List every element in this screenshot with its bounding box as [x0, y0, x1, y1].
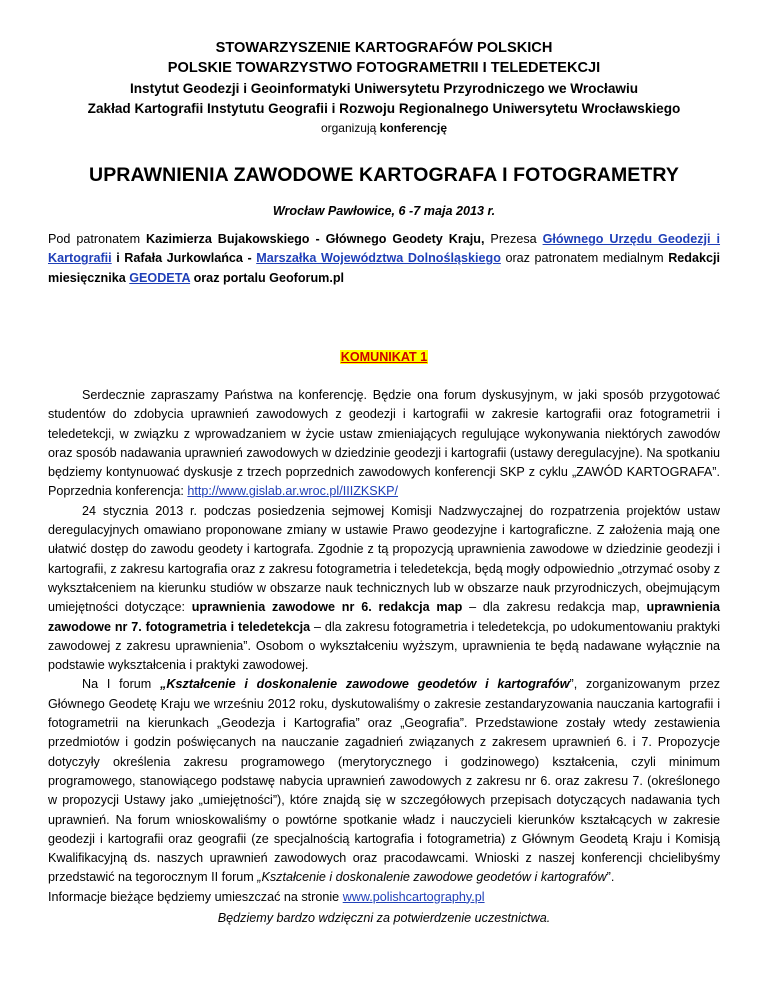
paragraph-4-text: Informacje bieżące będziemy umieszczać na stronie: [48, 889, 343, 904]
paragraph-2: [48, 502, 720, 676]
patronage-bold-2: i Rafała Jurkowlańca -: [111, 251, 257, 266]
patronage-bold-1: Kazimierza Bujakowskiego - Głównego Geodety Kraju,: [146, 232, 485, 246]
paragraph-2-text-2: – dla zakresu redakcja map,: [462, 600, 647, 615]
closing-line: Będziemy bardzo wdzięczni za potwierdzenie uczestnictwa.: [217, 911, 551, 926]
paragraph-2-text-3: – dla zakresu fotogrametria i teledetekcja, po udokumentowaniu praktyki zawodowej z zakresu uprawnienia”. Osobom o wykształceniu wyższym, uprawnienia te będą nadawane wyłącznie na podstawie wykształcenia i praktyki zawodowej.: [48, 619, 720, 673]
patronage-text-3: oraz patronatem medialnym: [500, 251, 669, 266]
paragraph-2-bold-2: uprawnienia zawodowe nr 7. fotogrametria i teledetekcja: [48, 600, 720, 634]
organize-prefix: organizują: [320, 121, 380, 135]
organize-bold: konferencję: [379, 121, 448, 135]
paragraph-4: [48, 888, 720, 907]
date-place: Wrocław Pawłowice, 6 -7 maja 2013 r.: [272, 204, 496, 218]
paragraph-2-bold-1: uprawnienia zawodowe nr 6. redakcja map: [191, 600, 463, 615]
paragraph-1: [48, 386, 720, 502]
paragraph-3: [48, 675, 720, 887]
link-polishcartography[interactable]: www.polishcartography.pl: [342, 889, 485, 904]
paragraph-3-text-2: ”, zorganizowanym przez Głównego Geodetę Kraju we wrześniu 2012 roku, dyskutowaliśmy o zakresie zestandaryzowania nauczania kartografii i fotogrametrii na kierunkach „Geodezja i Kartografia” oraz „Geografia”. Przedstawione zostały wtedy zestawienia przedmiotów i godzin poświęcanych na nauczanie zagadnień związanych z zakresem uprawnień 6. i 7. Propozycje dotyczyły określenia zakresu programowego (merytorycznego i godzinowego) kształcenia, czyli minimum programowego, stanowiącego podstawę nabycia uprawnień zawodowych z zakresu nr 6. oraz zakresu 7. (określonego w propozycji Ustawy jako „umiejętności”), które znajdą się w szczegółowych przepisach dotyczących nadawania tych uprawnień. Na forum wnioskowaliśmy o powtórne spotkanie władz i nauczycieli kierunków kształcących w zakresie geodezji i kartografii oraz geografii (ze specjalnością kartografia i fotogrametria) z Głównym Geodetą Kraju i Komisją Kwalifikacyjną ds. naszych uprawnień zawodowych oraz pracodawcami. Wnioski z naszej konferencji chcielibyśmy przedstawić na tegorocznym II forum: [48, 677, 720, 885]
page-title: UPRAWNIENIA ZAWODOWE KARTOGRAFA I FOTOGRAMETRY: [89, 164, 679, 186]
organize-line: [0, 120, 768, 137]
paragraph-3-bold-italic: „Kształcenie i doskonalenie zawodowe geodetów i kartografów: [160, 677, 570, 692]
paragraph-3-italic: „Kształcenie i doskonalenie zawodowe geodetów i kartografów: [257, 870, 607, 885]
header-line-4: Zakład Kartografii Instytutu Geografii i Rozwoju Regionalnego Uniwersytetu Wrocławskiego: [87, 101, 681, 116]
header-line-1: STOWARZYSZENIE KARTOGRAFÓW POLSKICH: [215, 40, 553, 56]
patronage-bold-3: Redakcji miesięcznika: [48, 251, 720, 285]
communique-heading: [0, 348, 768, 367]
patronage-paragraph: [48, 230, 720, 288]
patronage-text-1: Pod patronatem: [48, 232, 147, 246]
paragraph-1-text: Serdecznie zapraszamy Państwa na konferencję. Będzie ona forum dyskusyjnym, w jaki sposób przygotować studentów do zdobycia uprawnień zawodowych z geodezji i kartografii w zakresie kartografii oraz fotogrametrii i teledetekcji, w związku z wprowadzaniem w życie ustaw zmieniających regulujące wykonywania niektórych zawodów oraz sposób nadawania uprawnień zawodowych w dziedzinie geodezji i kartografii (ustawy deregulacyjne). Na spotkaniu będziemy kontynuować dyskusje z trzech poprzednich zawodowych konferencji SKP z cyklu „ZAWÓD KARTOGRAFA”. Poprzednia konferencja:: [48, 388, 720, 499]
paragraph-2-text-1: 24 stycznia 2013 r. podczas posiedzenia sejmowej Komisji Nadzwyczajnej do rozpatrzenia projektów ustaw deregulacyjnych omawiano proponowane zmiany w ustawie Prawo geodezyjne i kartograficzne. Z założenia mają one ułatwić dostęp do zawodu geodety i kartografa. Zgodnie z tą propozycją uprawnienia zawodowe w dziedzinie geodezji i kartografii, z zakresu kartografia oraz z zakresu fotogrametria i teledetekcja, będą mogły odpowiednio „otrzymać osoby z wykształceniem na kierunku studiów w obszarze nauk technicznych lub w obszarze nauk przyrodniczych, obejmującym umiejętności dotyczące:: [48, 503, 720, 615]
link-geodeta[interactable]: GEODETA: [129, 270, 191, 285]
header-line-3: Instytut Geodezji i Geoinformatyki Uniwersytetu Przyrodniczego we Wrocławiu: [129, 81, 639, 96]
link-gugik[interactable]: Głównego Urzędu Geodezji i Kartografii: [48, 232, 721, 266]
paragraph-3-text-3: ”.: [606, 870, 615, 885]
patronage-bold-4: oraz portalu Geoforum.pl: [190, 270, 345, 285]
header-line-2: POLSKIE TOWARZYSTWO FOTOGRAMETRII I TELEDETEKCJI: [167, 60, 601, 76]
main-body: [48, 386, 720, 928]
patronage-text-2: Prezesa: [484, 232, 543, 246]
communique-label: KOMUNIKAT 1: [340, 350, 428, 364]
link-marszalek[interactable]: Marszałka Województwa Dolnośląskiego: [256, 251, 501, 266]
link-previous-conference[interactable]: http://www.gislab.ar.wroc.pl/IIIZKSKP/: [187, 484, 399, 499]
paragraph-3-text-1: Na I forum: [82, 677, 161, 692]
